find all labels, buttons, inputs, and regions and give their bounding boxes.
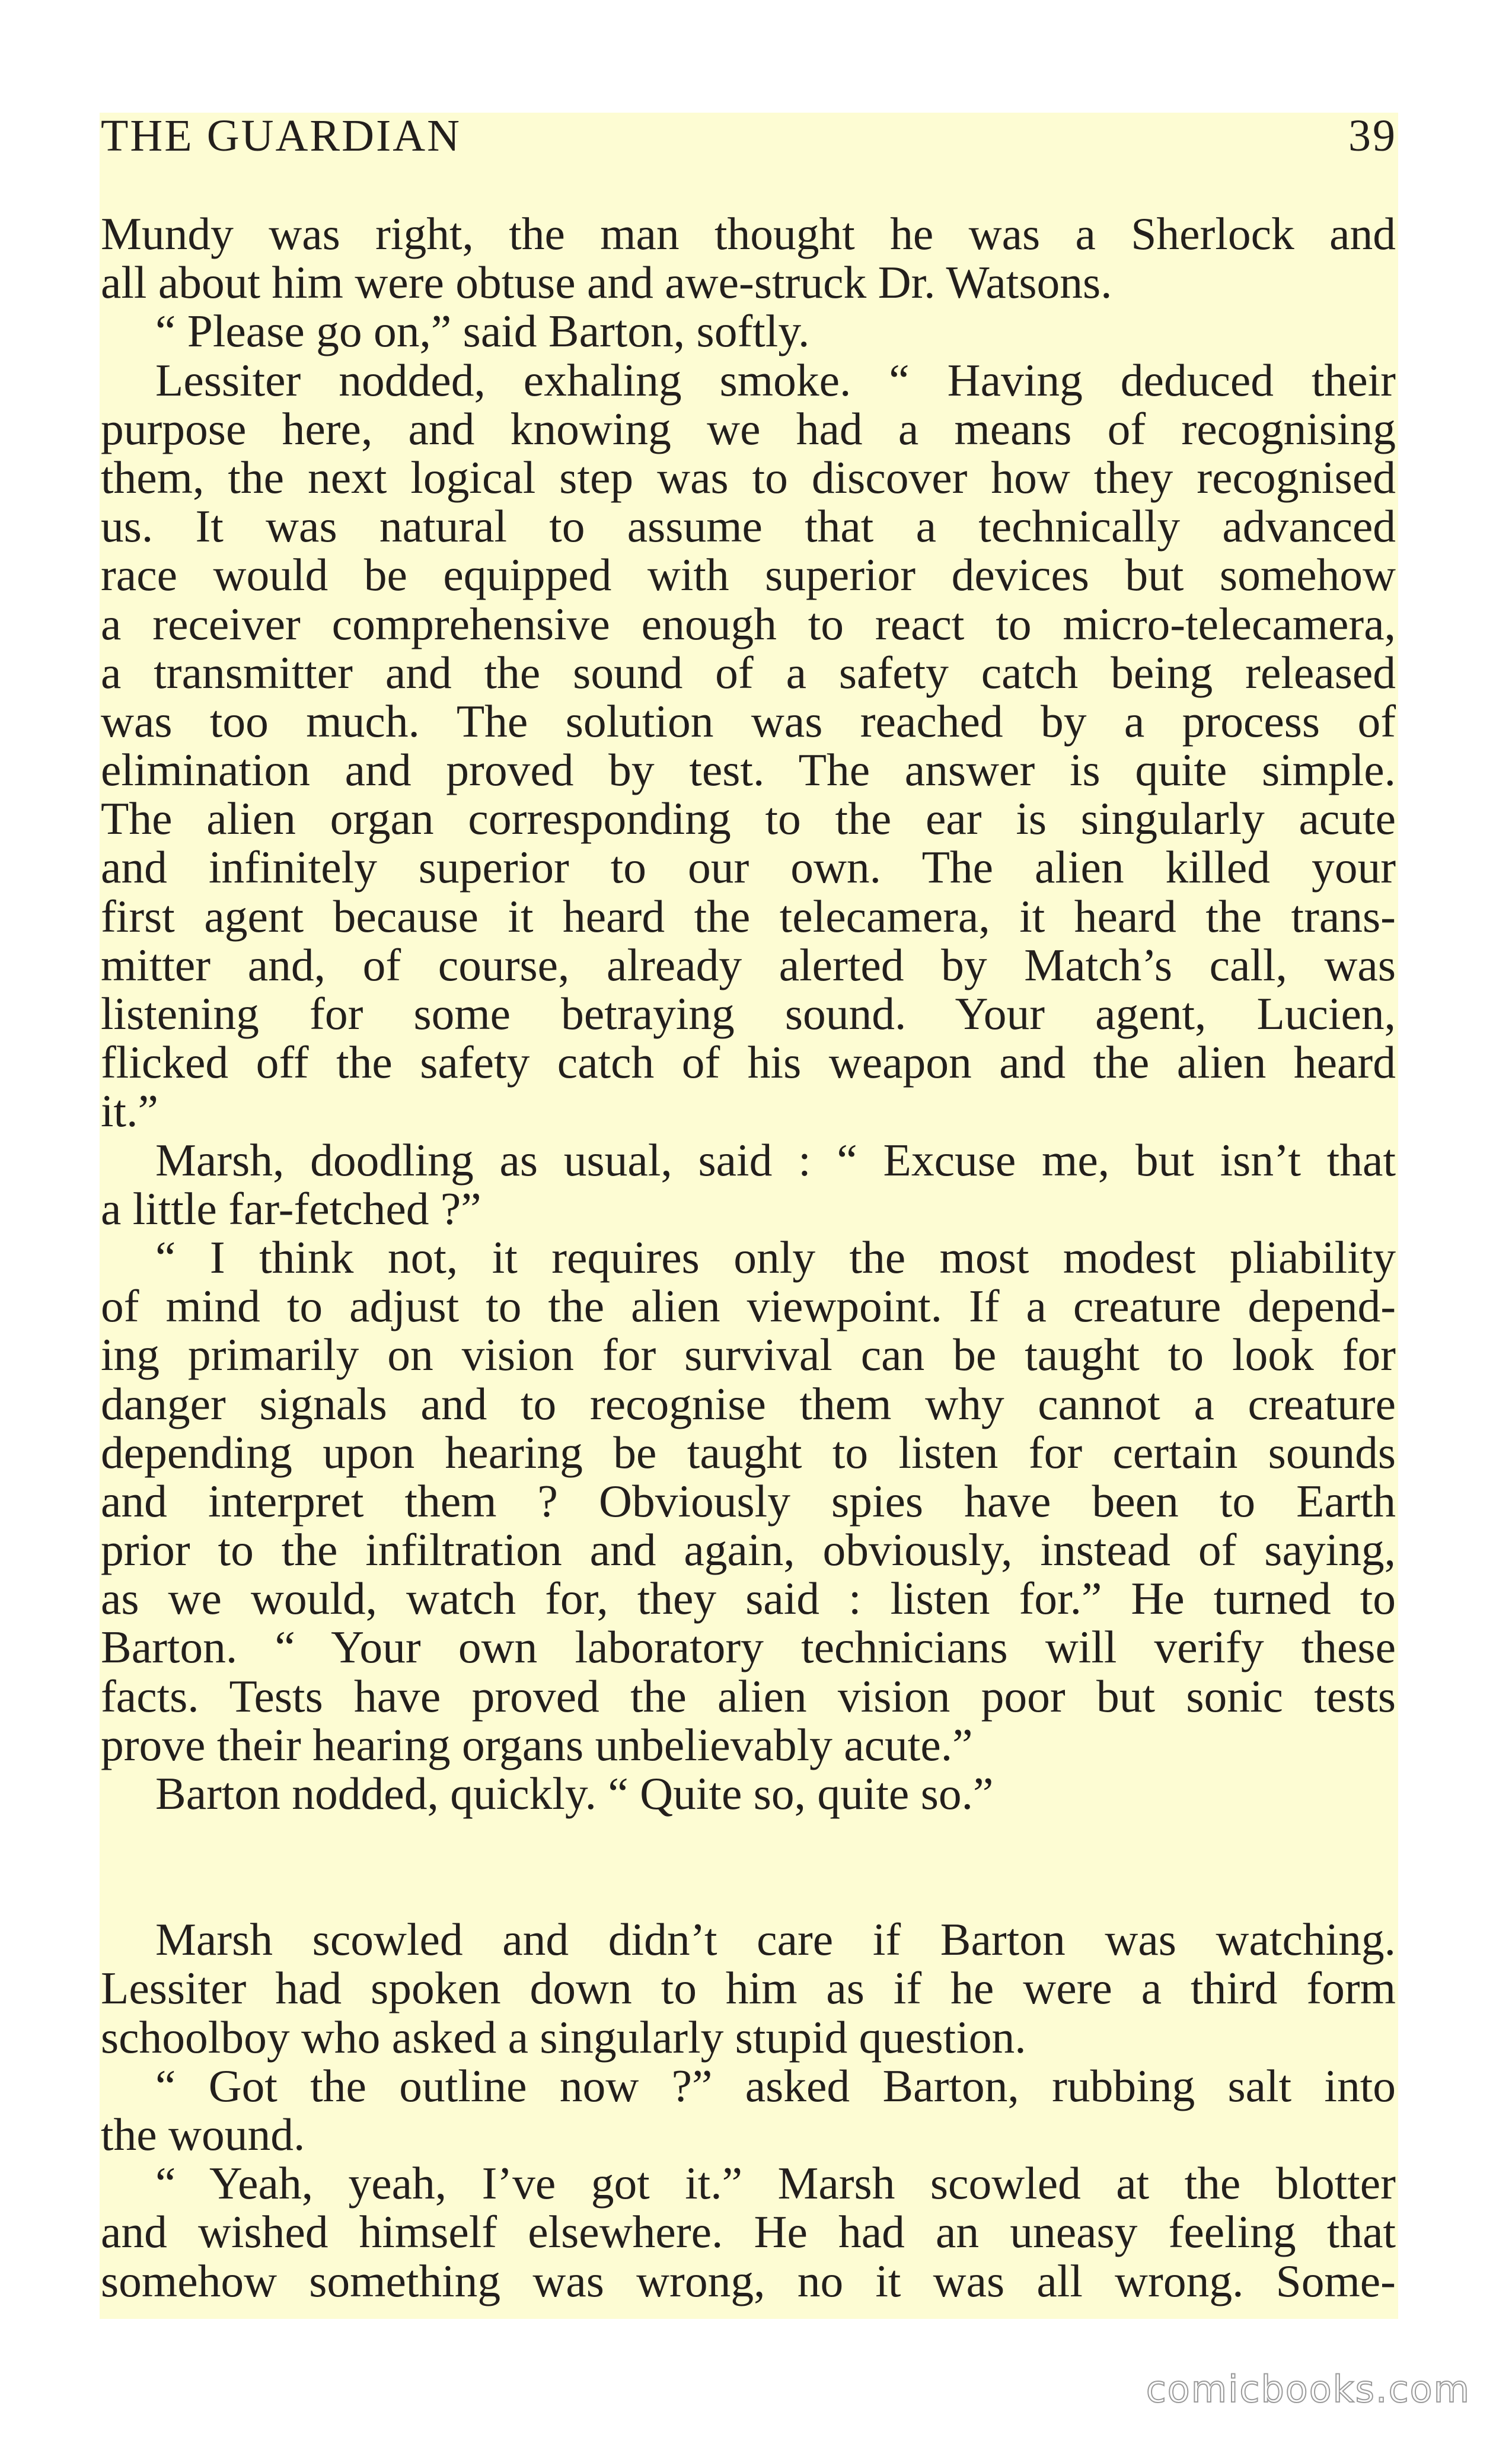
text-line: danger signals and to recognise them why cannot a creature [101, 1378, 1396, 1429]
page-number: 39 [1348, 111, 1397, 161]
text-line: Lessiter nodded, exhaling smoke. “ Having deduced their [155, 354, 1396, 406]
text-line: first agent because it heard the telecamera, it heard the trans- [101, 890, 1396, 942]
text-line: “ Got the outline now ?” asked Barton, rubbing salt into [155, 2060, 1396, 2111]
text-line: it.” [101, 1085, 158, 1137]
text-block-2 [101, 1915, 1396, 2305]
text-line: them, the next logical step was to discover how they recognised [101, 451, 1396, 503]
text-line: Lessiter had spoken down to him as if he were a third form [101, 1962, 1396, 2014]
text-line: Barton. “ Your own laboratory technicians will verify these [101, 1621, 1396, 1673]
text-line: Barton nodded, quickly. “ Quite so, quite so.” [155, 1768, 994, 1819]
text-line: ing primarily on vision for survival can be taught to look for [101, 1329, 1396, 1381]
text-line: a receiver comprehensive enough to react to micro-telecamera, [101, 598, 1396, 649]
text-line: a little far-fetched ?” [101, 1183, 481, 1234]
running-head-title: THE GUARDIAN [101, 111, 462, 161]
body-text [101, 209, 1396, 2305]
running-head [101, 109, 1397, 163]
text-line: “ I think not, it requires only the most modest pliability [155, 1231, 1396, 1283]
text-line: elimination and proved by test. The answer is quite simple. [101, 744, 1396, 796]
section-break [101, 1818, 1396, 1915]
text-line: Mundy was right, the man thought he was a Sherlock and [101, 208, 1396, 259]
text-line: Marsh scowled and didn’t care if Barton was watching. [155, 1914, 1396, 1965]
text-line: race would be equipped with superior devices but somehow [101, 549, 1396, 601]
text-line: and infinitely superior to our own. The alien killed your [101, 842, 1396, 893]
text-line: Marsh, doodling as usual, said : “ Excuse me, but isn’t that [155, 1134, 1396, 1186]
text-block-1 [101, 209, 1396, 1818]
text-line: was too much. The solution was reached by a process of [101, 695, 1396, 747]
watermark-logo: comicbooks.com [1146, 2368, 1470, 2411]
text-line: mitter and, of course, already alerted by Match’s call, was [101, 939, 1396, 990]
text-line: schoolboy who asked a singularly stupid question. [101, 2011, 1026, 2063]
text-line: somehow something was wrong, no it was all wrong. Some- [101, 2255, 1396, 2306]
text-line: The alien organ corresponding to the ear is singularly acute [101, 793, 1396, 845]
text-line: flicked off the safety catch of his weapon and the alien heard [101, 1037, 1396, 1088]
text-line: a transmitter and the sound of a safety catch being released [101, 646, 1396, 698]
text-line: facts. Tests have proved the alien vision poor but sonic tests [101, 1670, 1396, 1722]
text-line: the wound. [101, 2108, 305, 2160]
text-line: listening for some betraying sound. Your agent, Lucien, [101, 988, 1396, 1039]
text-line: as we would, watch for, they said : listen for.” He turned to [101, 1573, 1396, 1624]
text-line: and wished himself elsewhere. He had an uneasy feeling that [101, 2206, 1396, 2258]
text-line: “ Yeah, yeah, I’ve got it.” Marsh scowled at the blotter [155, 2158, 1396, 2209]
text-line: depending upon hearing be taught to listen for certain sounds [101, 1426, 1396, 1478]
text-line: all about him were obtuse and awe-struck Dr. Watsons. [101, 257, 1112, 308]
text-line: of mind to adjust to the alien viewpoint. If a creature depend- [101, 1280, 1396, 1332]
text-line: and interpret them ? Obviously spies have been to Earth [101, 1475, 1396, 1527]
text-line: “ Please go on,” said Barton, softly. [155, 305, 810, 357]
text-line: purpose here, and knowing we had a means of recognising [101, 403, 1396, 454]
text-line: prove their hearing organs unbelievably acute.” [101, 1719, 973, 1770]
text-line: us. It was natural to assume that a technically advanced [101, 501, 1396, 552]
text-line: prior to the infiltration and again, obviously, instead of saying, [101, 1524, 1396, 1576]
